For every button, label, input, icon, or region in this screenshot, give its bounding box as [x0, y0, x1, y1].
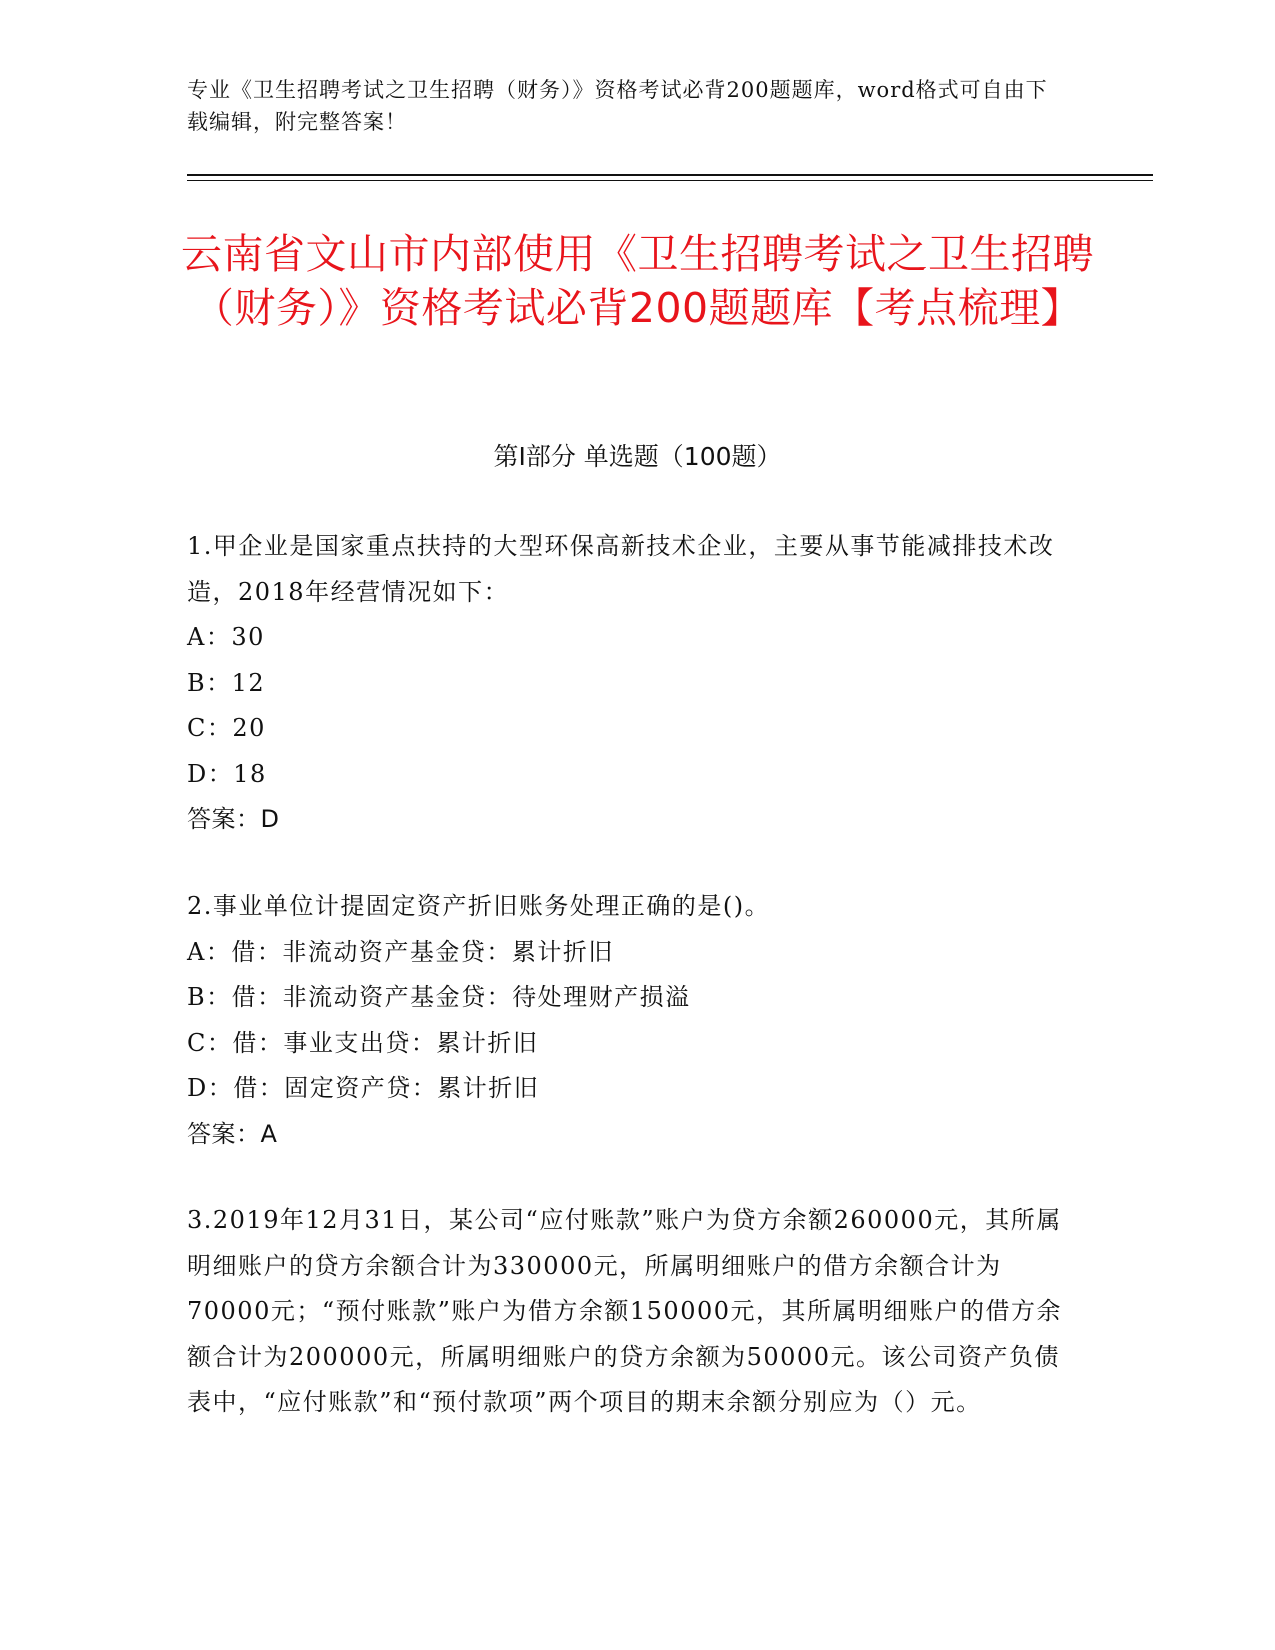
answer-line: 答案：A	[187, 1119, 278, 1148]
header-divider-thin	[187, 180, 1153, 181]
option-b: B：借：非流动资产基金贷：待处理财产损溢	[187, 983, 691, 1011]
question-3	[187, 1198, 1082, 1426]
question-2	[187, 884, 1082, 1157]
question-stem: 2.事业单位计提固定资产折旧账务处理正确的是()。	[187, 892, 771, 920]
question-stem: 3.2019年12月31日，某公司“应付账款”账户为贷方余额260000元，其所属明细账户的贷方余额合计为330000元，所属明细账户的借方余额合计为70000元；“预付账款”账户为借方余额150000元，其所属明细账户的借方余额合计为200000元，所属明细账户的贷方余额为50000元。该公司资产负债表中，“应付账款”和“预付款项”两个项目的期末余额分别应为（）元。	[187, 1206, 1063, 1416]
option-d: D：借：固定资产贷：累计折旧	[187, 1074, 540, 1102]
option-b: B：12	[187, 668, 266, 697]
option-c: C：20	[187, 714, 266, 742]
header-divider-thick	[187, 174, 1153, 176]
header-note: 专业《卫生招聘考试之卫生招聘（财务）》资格考试必背200题题库，word格式可自由下载编辑，附完整答案！	[187, 78, 1048, 134]
option-a: A：30	[187, 623, 265, 651]
question-1	[187, 524, 1082, 843]
option-a: A：借：非流动资产基金贷：累计折旧	[187, 937, 614, 966]
option-c: C：借：事业支出贷：累计折旧	[187, 1028, 539, 1057]
document-title: 云南省文山市内部使用《卫生招聘考试之卫生招聘（财务）》资格考试必背200题题库【考点梳理】	[181, 230, 1094, 332]
option-d: D：18	[187, 759, 267, 788]
answer-line: 答案：D	[187, 805, 280, 833]
section-title: 第I部分 单选题（100题）	[493, 442, 782, 471]
question-stem: 1.甲企业是国家重点扶持的大型环保高新技术企业，主要从事节能减排技术改造，2018年经营情况如下：	[187, 532, 1055, 606]
